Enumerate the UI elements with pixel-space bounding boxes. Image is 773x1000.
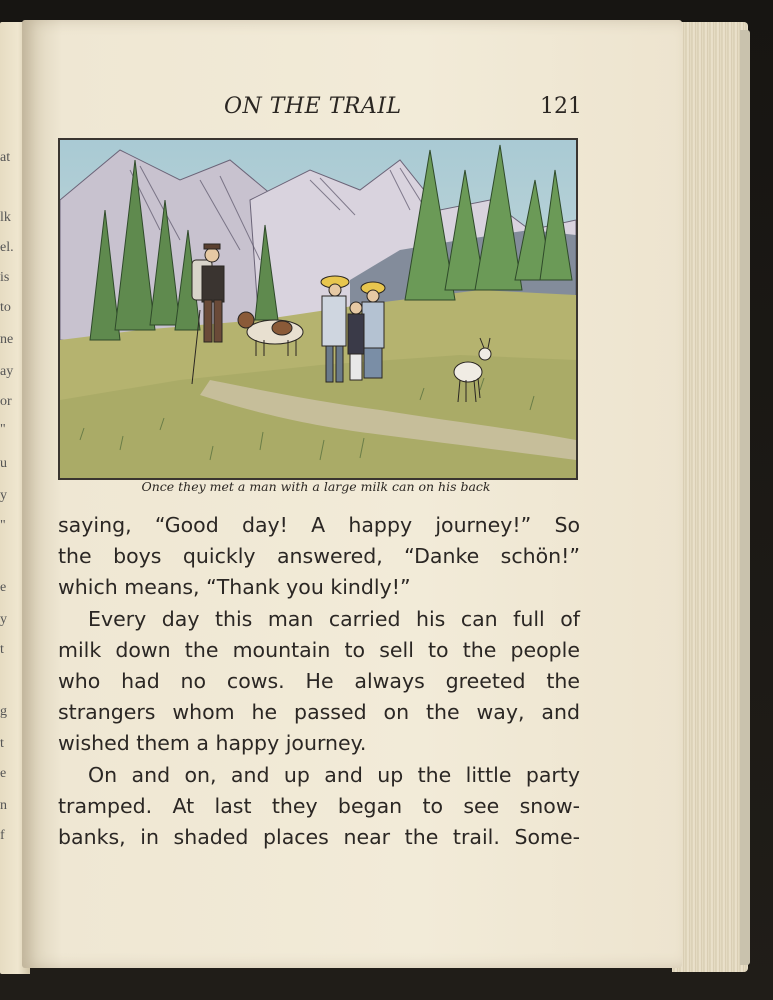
page-edges bbox=[672, 22, 748, 972]
paragraph bbox=[58, 604, 580, 760]
left-page-fragment: ne bbox=[0, 332, 14, 347]
text-line: saying, “Good day! A happy journey!” So bbox=[58, 513, 580, 537]
paragraph bbox=[58, 510, 580, 604]
cover-edge bbox=[740, 30, 750, 965]
text-line: strangers whom he passed on the way, and bbox=[58, 700, 580, 725]
left-page-fragment: or bbox=[0, 394, 12, 409]
illustration bbox=[58, 138, 578, 480]
text-line: milk down the mountain to sell to the people bbox=[58, 637, 580, 662]
left-page-fragment: " bbox=[0, 518, 6, 533]
left-page-fragment: f bbox=[0, 828, 5, 843]
left-page-fragment: t bbox=[0, 642, 4, 657]
running-head: ON THE TRAIL bbox=[224, 94, 402, 119]
body-text bbox=[58, 510, 580, 853]
left-page-fragment: n bbox=[0, 798, 7, 813]
text-line: who had no cows. He always greeted the bbox=[58, 669, 580, 694]
paragraph bbox=[58, 760, 580, 854]
text-line: On and on, and up and up the little party bbox=[88, 762, 580, 787]
text-line: the boys quickly answered, “Danke schön!” bbox=[58, 544, 580, 569]
left-page-fragment: g bbox=[0, 704, 7, 719]
text-line: banks, in shaded places near the trail. Some- bbox=[58, 825, 580, 850]
left-page-fragment: at bbox=[0, 150, 11, 165]
left-page-fragment: lk bbox=[0, 210, 11, 225]
text-line: tramped. At last they began to see snow- bbox=[58, 793, 580, 818]
left-page-fragment: ay bbox=[0, 364, 14, 379]
text-line: Every day this man carried his can full of bbox=[88, 606, 580, 631]
left-page-fragment: e bbox=[0, 766, 7, 781]
left-page-fragment: el. bbox=[0, 240, 14, 255]
text-line: which means, “Thank you kindly!” bbox=[58, 575, 411, 600]
illustration-caption: Once they met a man with a large milk can on his back bbox=[141, 479, 491, 494]
left-page-fragment: y bbox=[0, 612, 7, 627]
left-page-fragment: y bbox=[0, 488, 7, 503]
left-page-fragment: e bbox=[0, 580, 7, 595]
left-page-fragment: t bbox=[0, 736, 4, 751]
left-page-fragment: is bbox=[0, 270, 10, 285]
book-page bbox=[22, 20, 682, 968]
left-page-fragment: u bbox=[0, 456, 7, 471]
text-line: wished them a happy journey. bbox=[58, 731, 367, 756]
left-page-fragment: " bbox=[0, 422, 6, 437]
mountain-trail-illustration bbox=[60, 140, 576, 478]
left-page-fragment: to bbox=[0, 300, 11, 315]
page-number: 121 bbox=[540, 94, 582, 119]
